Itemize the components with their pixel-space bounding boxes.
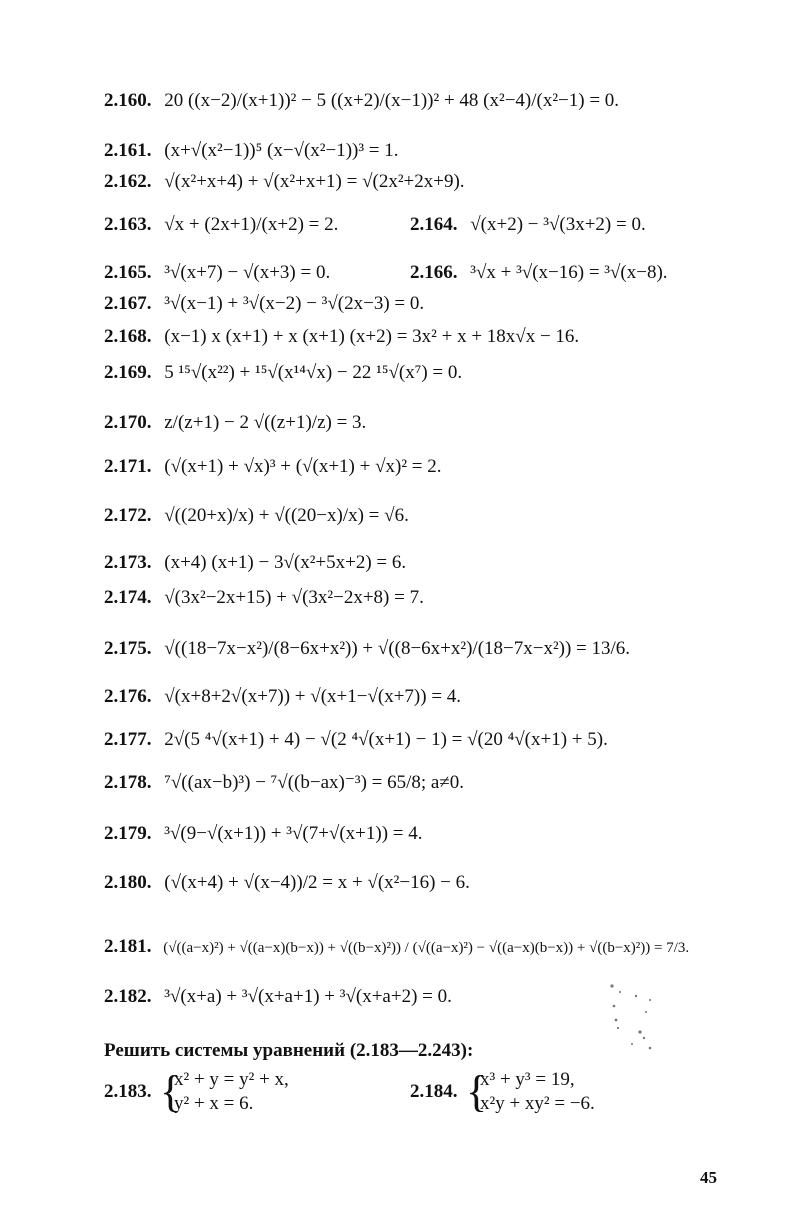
problem-2-177: [104, 729, 608, 751]
scan-smudge: [606, 982, 658, 1062]
system-2-184: [410, 1068, 670, 1120]
problem-number: 2.165.: [104, 262, 152, 283]
problem-2-168: [104, 326, 579, 348]
systems-heading: Решить системы уравнений (2.183—2.243):: [104, 1040, 474, 1061]
problem-number: 2.171.: [104, 456, 152, 477]
problem-equation: z/(z+1) − 2 √((z+1)/z) = 3.: [164, 412, 367, 433]
problem-number: 2.181.: [104, 936, 152, 957]
problem-2-179: [104, 823, 423, 845]
problem-equation: ⁷√((ax−b)³) − ⁷√((b−ax)⁻³) = 65/8; a≠0.: [164, 772, 465, 793]
problem-number: 2.180.: [104, 872, 152, 893]
problem-equation: (x+√(x²−1))⁵ (x−√(x²−1))³ = 1.: [164, 140, 399, 161]
problem-equation: (x+4) (x+1) − 3√(x²+5x+2) = 6.: [164, 552, 407, 573]
system-line-2: x²y + xy² = −6.: [480, 1093, 595, 1114]
problem-2-160: [104, 90, 619, 112]
problem-number: 2.161.: [104, 140, 152, 161]
problem-number: 2.174.: [104, 587, 152, 608]
problem-2-176: [104, 686, 461, 708]
system-line-1: x² + y = y² + x,: [174, 1069, 289, 1090]
problem-equation: √x + (2x+1)/(x+2) = 2.: [164, 214, 339, 235]
problem-number: 2.167.: [104, 293, 152, 314]
problem-number: 2.184.: [410, 1081, 458, 1102]
problem-number: 2.179.: [104, 823, 152, 844]
problem-number: 2.173.: [104, 552, 152, 573]
problem-equation: ³√x + ³√(x−16) = ³√(x−8).: [470, 262, 668, 283]
problem-equation: √(x²+x+4) + √(x²+x+1) = √(2x²+2x+9).: [164, 171, 465, 192]
problem-number: 2.162.: [104, 171, 152, 192]
problem-equation: √((20+x)/x) + √((20−x)/x) = √6.: [164, 505, 409, 526]
problem-equation: 20 ((x−2)/(x+1))² − 5 ((x+2)/(x−1))² + 48 (x²−4)/(x²−1) = 0.: [164, 90, 620, 111]
page-number: 45: [700, 1168, 717, 1187]
problem-number: 2.164.: [410, 214, 458, 235]
problem-2-166: [410, 262, 668, 284]
problem-equation: 5 ¹⁵√(x²²) + ¹⁵√(x¹⁴√x) − 22 ¹⁵√(x⁷) = 0.: [164, 362, 463, 383]
problem-equation: √(x+8+2√(x+7)) + √(x+1−√(x+7)) = 4.: [164, 686, 462, 707]
problem-equation: (√(x+4) + √(x−4))/2 = x + √(x²−16) − 6.: [164, 872, 470, 893]
problem-number: 2.170.: [104, 412, 152, 433]
system-line-1: x³ + y³ = 19,: [480, 1069, 575, 1090]
problem-2-178: [104, 772, 464, 794]
problem-equation: 2√(5 ⁴√(x+1) + 4) − √(2 ⁴√(x+1) − 1) = √(20 ⁴√(x+1) + 5).: [164, 729, 608, 750]
problem-equation: ³√(9−√(x+1)) + ³√(7+√(x+1)) = 4.: [164, 823, 423, 844]
problem-2-180: [104, 872, 470, 894]
problem-2-173: [104, 552, 406, 574]
system-line-2: y² + x = 6.: [174, 1093, 254, 1114]
problem-2-174: [104, 587, 424, 609]
left-brace: {: [466, 1067, 488, 1116]
left-brace: {: [160, 1067, 182, 1116]
problem-equation: ³√(x+a) + ³√(x+a+1) + ³√(x+a+2) = 0.: [164, 986, 452, 1007]
problem-2-161: [104, 140, 399, 162]
problem-equation: (x−1) x (x+1) + x (x+1) (x+2) = 3x² + x + 18x√x − 16.: [164, 326, 580, 347]
problem-equation: √(x+2) − ³√(3x+2) = 0.: [470, 214, 646, 235]
problem-equation: ³√(x−1) + ³√(x−2) − ³√(2x−3) = 0.: [164, 293, 425, 314]
problem-equation: √(3x²−2x+15) + √(3x²−2x+8) = 7.: [164, 587, 424, 608]
problem-2-181: [104, 936, 689, 959]
problem-number: 2.177.: [104, 729, 152, 750]
problem-2-172: [104, 505, 409, 527]
problem-number: 2.183.: [104, 1081, 152, 1102]
problem-number: 2.163.: [104, 214, 152, 235]
problem-2-164: [410, 214, 646, 236]
problem-2-167: [104, 293, 424, 315]
problem-2-162: [104, 171, 465, 193]
problem-2-165: [104, 262, 330, 284]
problem-number: 2.166.: [410, 262, 458, 283]
problem-equation: (√(x+1) + √x)³ + (√(x+1) + √x)² = 2.: [164, 456, 442, 477]
problem-2-171: [104, 456, 442, 478]
problem-2-175: [104, 638, 630, 660]
problem-number: 2.169.: [104, 362, 152, 383]
system-2-183: [104, 1068, 364, 1120]
problem-number: 2.178.: [104, 772, 152, 793]
problem-number: 2.168.: [104, 326, 152, 347]
problem-number: 2.160.: [104, 90, 152, 111]
problem-number: 2.182.: [104, 986, 152, 1007]
problem-equation: ³√(x+7) − √(x+3) = 0.: [164, 262, 331, 283]
problem-number: 2.176.: [104, 686, 152, 707]
problem-2-170: [104, 412, 366, 434]
problem-number: 2.172.: [104, 505, 152, 526]
problem-2-182: [104, 986, 452, 1008]
problem-number: 2.175.: [104, 638, 152, 659]
problem-2-163: [104, 214, 338, 236]
problem-equation: (√((a−x)²) + √((a−x)(b−x)) + √((b−x)²)) / (√((a−x)²) − √((a−x)(b−x)) + √((b−x)²)) = 7/3.: [163, 940, 690, 956]
problem-equation: √((18−7x−x²)/(8−6x+x²)) + √((8−6x+x²)/(18−7x−x²)) = 13/6.: [164, 638, 631, 659]
problem-2-169: [104, 362, 462, 384]
